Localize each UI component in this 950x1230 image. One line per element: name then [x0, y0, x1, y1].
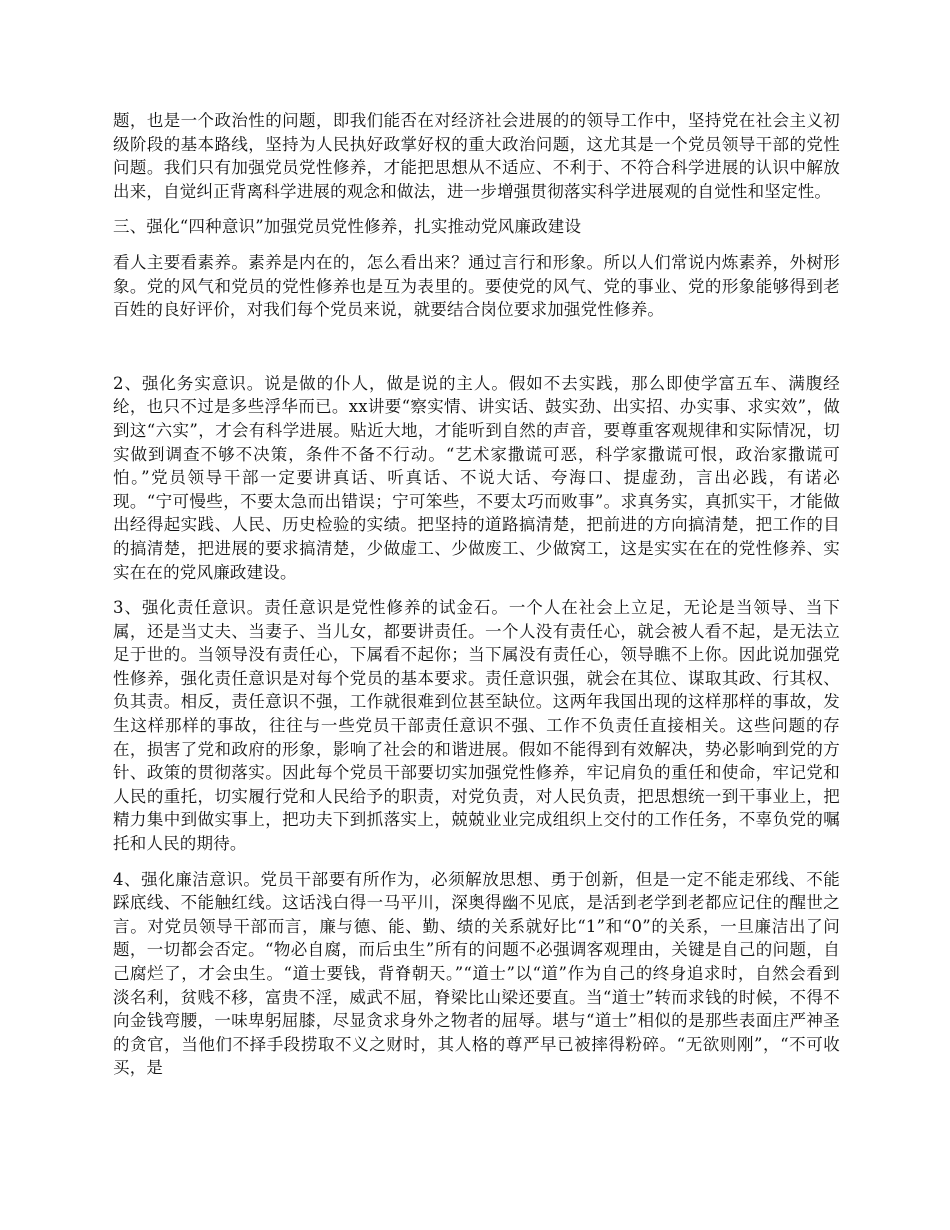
paragraph-responsibility-awareness: 3、强化责任意识。责任意识是党性修养的试金石。一个人在社会上立足，无论是当领导、当下属，还是当丈夫、当妻子、当儿女，都要讲责任。一个人没有责任心，就会被人看不起，是无法立足于世的。当领导没有责任心，下属看不起你；当下属没有责任心，领导瞧不上你。因此说加强党性修养，强化责任意识是对每个党员的基本要求。责任意识强，就会在其位、谋取其政、行其权、负其责。相反，责任意识不强，工作就很难到位甚至缺位。这两年我国出现的这样那样的事故，发生这样那样的事故，往往与一些党员干部责任意识不强、工作不负责任直接相关。这些问题的存在，损害了党和政府的形象，影响了社会的和谐进展。假如不能得到有效解决，势必影响到党的方针、政策的贯彻落实。因此每个党员干部要切实加强党性修养，牢记肩负的重任和使命，牢记党和人民的重托，切实履行党和人民给予的职责，对党负责，对人民负责，把思想统一到干事业上，把精力集中到做实事上，把功夫下到抓落实上，兢兢业业完成组织上交付的工作任务，不辜负党的嘱托和人民的期待。	[113, 598, 840, 854]
document-page	[113, 109, 840, 1092]
paragraph-intro: 题，也是一个政治性的问题，即我们能否在对经济社会进展的的领导工作中，坚持党在社会主义初级阶段的基本路线，坚持为人民执好政掌好权的重大政治问题，这尤其是一个党员领导干部的党性问题。我们只有加强党员党性修养，才能把思想从不适应、不利于、不符合科学进展的认识中解放出来，自觉纠正背离科学进展的观念和做法，进一步增强贯彻落实科学进展观的自觉性和坚定性。	[113, 111, 840, 201]
blank-space	[113, 334, 840, 372]
section-heading: 三、强化“四种意识”加强党员党性修养，扎实推动党风廉政建设	[113, 217, 582, 237]
paragraph-pragmatic-awareness: 2、强化务实意识。说是做的仆人，做是说的主人。假如不去实践，那么即使学富五车、满腹经纶，也只不过是多些浮华而已。xx讲要“察实情、讲实话、鼓实劲、出实招、办实事、求实效”，做到这“六实”，才会有科学进展。贴近大地，才能听到自然的声音，要尊重客观规律和实际情况，切实做到调查不够不决策，条件不备不行动。“艺术家撒谎可恶，科学家撒谎可恨，政治家撒谎可怕。”党员领导干部一定要讲真话、听真话、不说大话、夸海口、提虚劲，言出必践，有诺必现。“宁可慢些，不要太急而出错误；宁可笨些，不要太巧而败事”。求真务实，真抓实干，才能做出经得起实践、人民、历史检验的实绩。把坚持的道路搞清楚，把前进的方向搞清楚，把工作的目的搞清楚，把进展的要求搞清楚，少做虚工、少做废工、少做窝工，这是实实在在的党性修养、实实在在的党风廉政建设。	[113, 373, 840, 582]
paragraph-cultivation: 看人主要看素养。素养是内在的，怎么看出来？通过言行和形象。所以人们常说内炼素养，外树形象。党的风气和党员的党性修养也是互为表里的。要使党的风气、党的事业、党的形象能够得到老百姓的良好评价，对我们每个党员来说，就要结合岗位要求加强党性修养。	[113, 252, 840, 320]
paragraph-integrity-awareness: 4、强化廉洁意识。党员干部要有所作为，必须解放思想、勇于创新，但是一定不能走邪线、不能踩底线、不能触红线。这话浅白得一马平川，深奥得幽不见底，是活到老学到老都应记住的醒世之言。对党员领导干部而言，廉与德、能、勤、绩的关系就好比“1”和“0”的关系，一旦廉洁出了问题，一切都会否定。“物必自腐，而后虫生”所有的问题不必强调客观理由，关键是自己的问题，自己腐烂了，才会虫生。“道士要钱，背脊朝天。”“道士”以“道”作为自己的终身追求时，自然会看到淡名利，贫贱不移，富贵不淫，威武不屈，脊梁比山梁还要直。当“道士”转而求钱的时候，不得不向金钱弯腰，一味卑躬屈膝，尽显贪求身外之物者的屈辱。堪与“道士”相似的是那些表面庄严神圣的贪官，当他们不择手段捞取不义之财时，其人格的尊严早已被摔得粉碎。“无欲则刚”，“不可收买，是	[113, 869, 840, 1078]
